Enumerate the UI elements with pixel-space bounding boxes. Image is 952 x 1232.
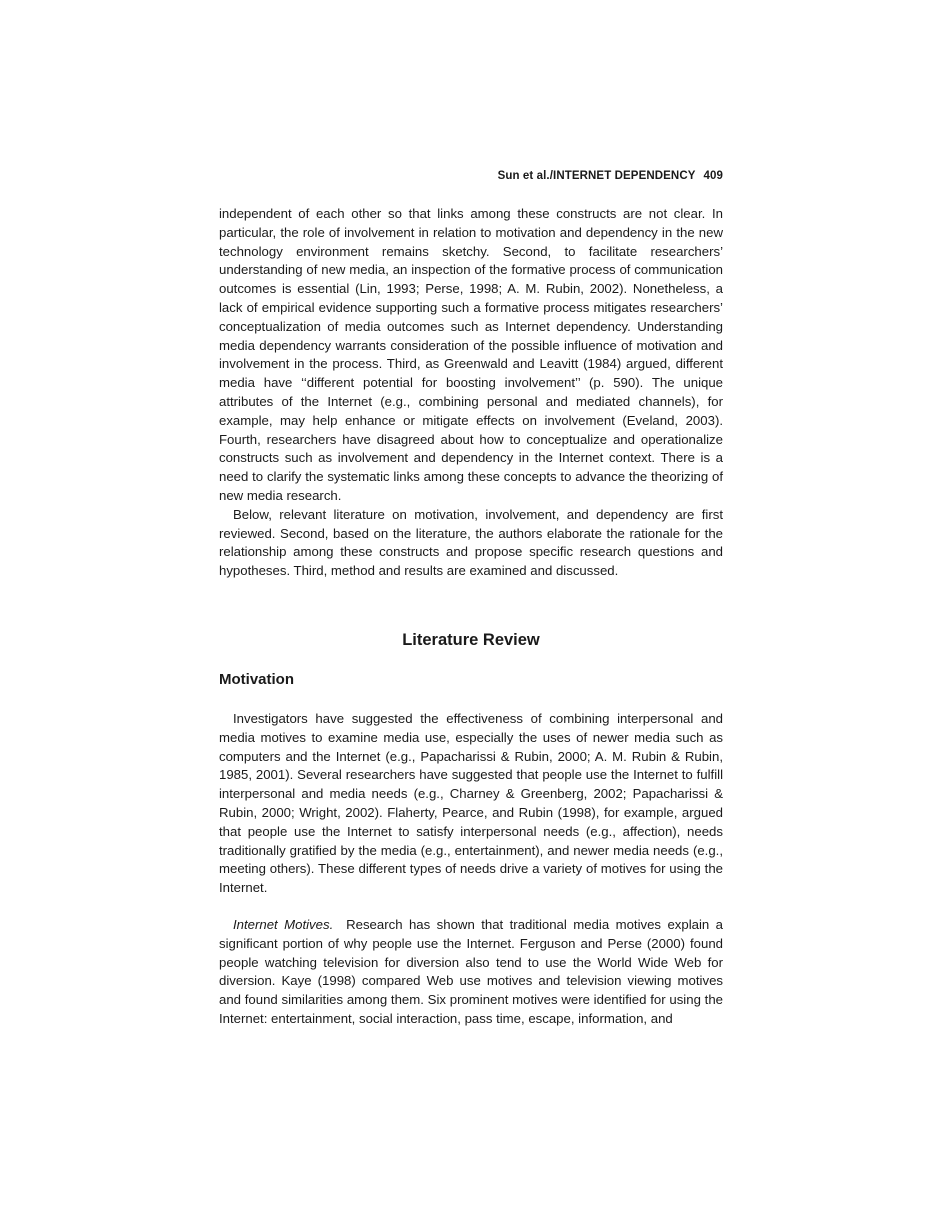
subsection-heading: Motivation: [219, 670, 294, 688]
running-title: Sun et al./INTERNET DEPENDENCY: [497, 170, 696, 182]
body-paragraph: Investigators have suggested the effectiveness of combining interpersonal and media motives to examine media use, especially the uses of newer media such as computers and the Internet (e.g., Papacharissi & Rubin, 2000; A. M. Rubin & Rubin, 1985, 2001). Several researchers have suggested that people use the Internet to fulfill interpersonal and media needs (e.g., Charney & Greenberg, 2002; Papacharissi & Rubin, 2000; Wright, 2002). Flaherty, Pearce, and Rubin (1998), for example, argued that people use the Internet to satisfy interpersonal needs (e.g., affection), needs traditionally gratified by the media (e.g., entertainment), and newer media needs (e.g., meeting others). These different types of needs drive a variety of motives for using the Internet.: [219, 710, 723, 896]
running-head: [219, 170, 723, 182]
journal-page: [219, 170, 723, 1029]
body-paragraph: [219, 916, 723, 1029]
section-heading: Literature Review: [402, 630, 540, 649]
body-paragraph: independent of each other so that links among these constructs are not clear. In particular, the role of involvement in relation to motivation and dependency in the new technology environment remains sketchy. Second, to facilitate researchers’ understanding of new media, an inspection of the formative process of communication outcomes is essential (Lin, 1993; Perse, 1998; A. M. Rubin, 2002). Nonetheless, a lack of empirical evidence supporting such a formative process mitigates researchers’ conceptualization of media outcomes such as Internet dependency. Understanding media dependency warrants consideration of the possible influence of motivation and involvement in the process. Third, as Greenwald and Leavitt (1984) argued, different media have ‘‘different potential for boosting involvement’’ (p. 590). The unique attributes of the Internet (e.g., combining personal and mediated channels), for example, may help enhance or mitigate effects on involvement (Eveland, 2003). Fourth, researchers have disagreed about how to conceptualize and operationalize constructs such as involvement and dependency in the Internet context. There is a need to clarify the systematic links among these concepts to advance the theorizing of new media research.: [219, 206, 723, 503]
page-number: 409: [703, 170, 723, 182]
run-in-heading: Internet Motives.: [233, 916, 334, 932]
paragraph-text: Research has shown that traditional media motives explain a significant portion of why people use the Internet. Ferguson and Perse (2000) found people watching television for diversion also tend to use the World Wide Web for diversion. Kaye (1998) compared Web use motives and television viewing motives and found similarities among them. Six prominent motives were identified for using the Internet: entertainment, social interaction, pass time, escape, information, and: [219, 916, 723, 1026]
body-paragraph: Below, relevant literature on motivation, involvement, and dependency are first reviewed. Second, based on the literature, the authors elaborate the rationale for the relationship among these constructs and propose specific research questions and hypotheses. Third, method and results are examined and discussed.: [219, 506, 723, 579]
